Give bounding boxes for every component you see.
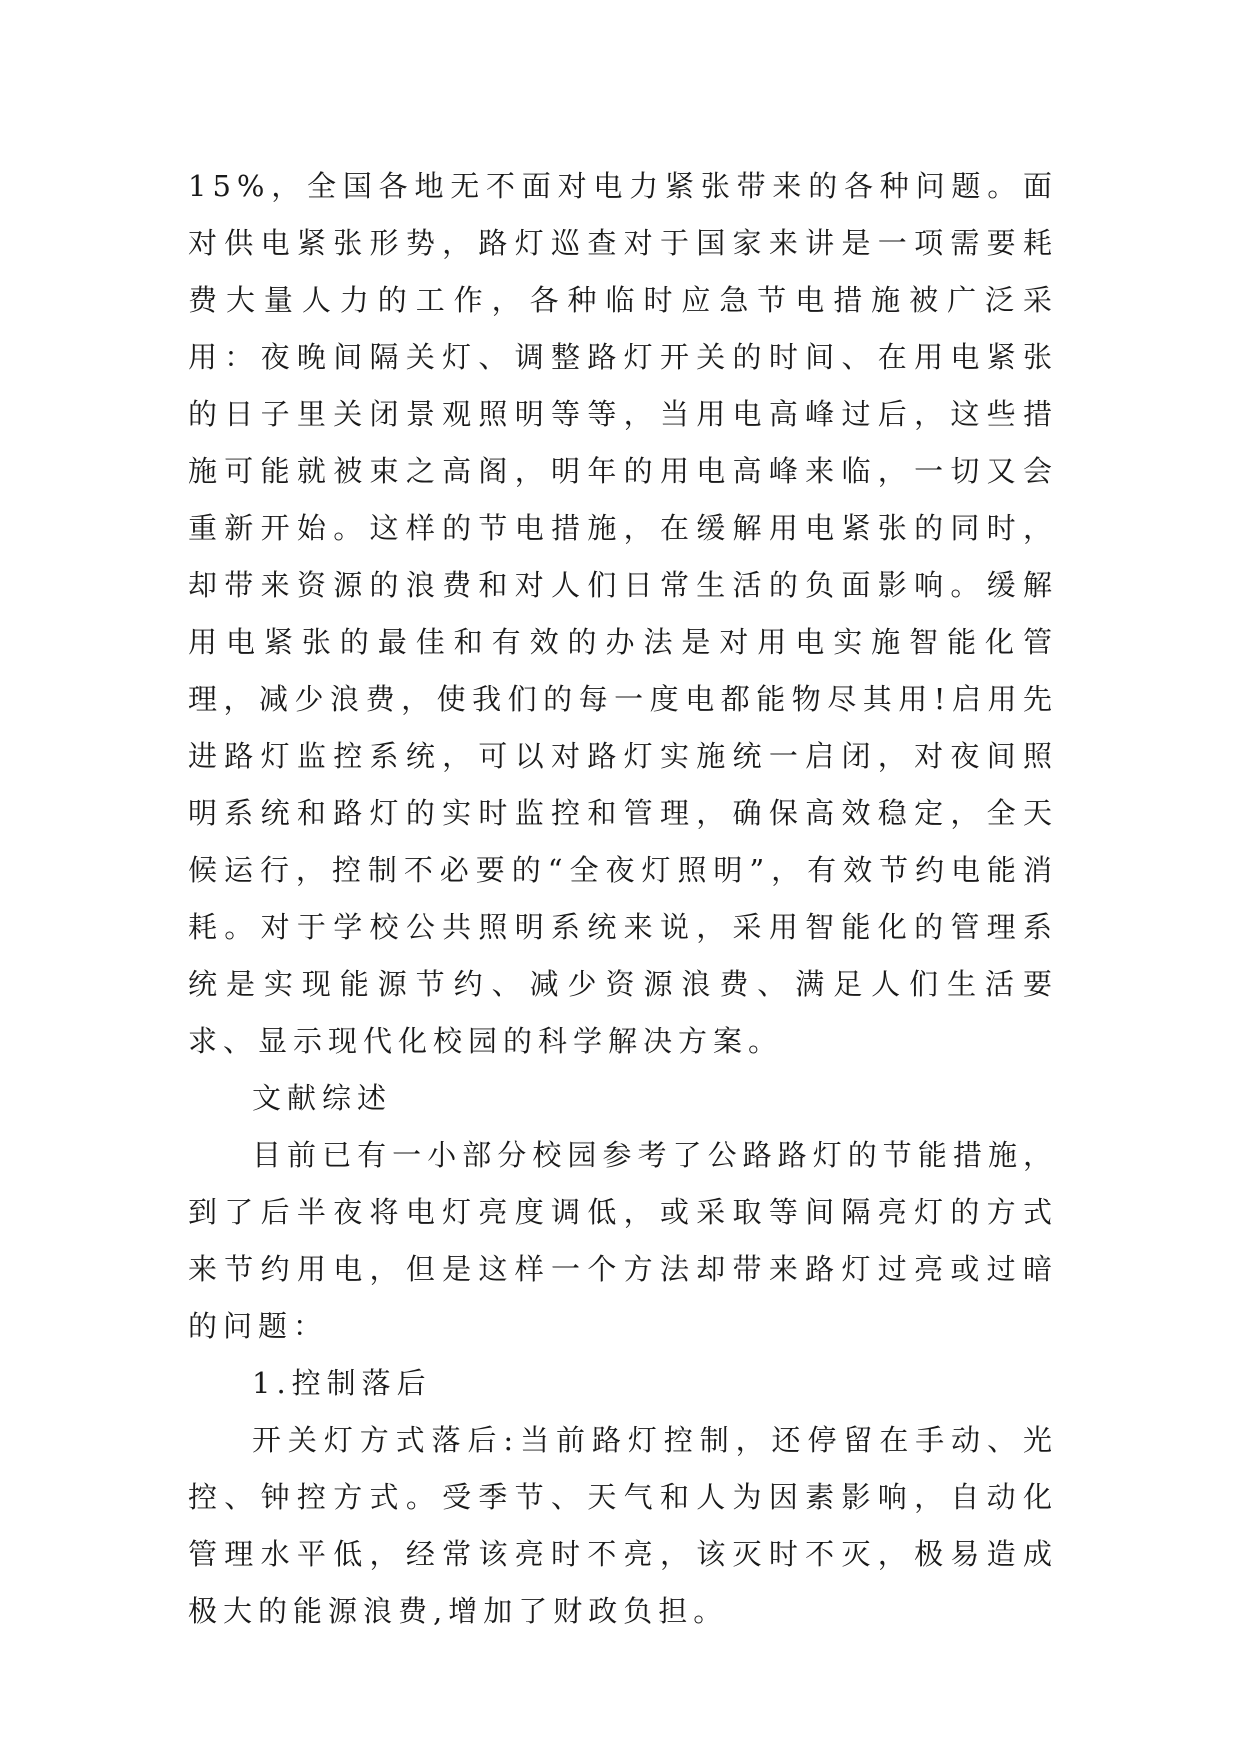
- section-heading-literature-review: 文献综述: [252, 1081, 393, 1115]
- paragraph-intro: 15%，全国各地无不面对电力紧张带来的各种问题。面对供电紧张形势，路灯巡查对于国家来讲是一项需要耗费大量人力的工作，各种临时应急节电措施被广泛采用：夜晚间隔关灯、调整路灯开关的时间、在用电紧张的日子里关闭景观照明等等，当用电高峰过后，这些措施可能就被束之高阁，明年的用电高峰来临，一切又会重新开始。这样的节电措施，在缓解用电紧张的同时，却带来资源的浪费和对人们日常生活的负面影响。缓解用电紧张的最佳和有效的办法是对用电实施智能化管理，减少浪费，使我们的每一度电都能物尽其用!启用先进路灯监控系统，可以对路灯实施统一启闭，对夜间照明系统和路灯的实时监控和管理，确保高效稳定，全天候运行，控制不必要的“全夜灯照明”，有效节约电能消耗。对于学校公共照明系统来说，采用智能化的管理系统是实现能源节约、减少资源浪费、满足人们生活要求、显示现代化校园的科学解决方案。: [188, 169, 1058, 1058]
- subheading-control-lag: 1.控制落后: [252, 1366, 432, 1400]
- paragraph-literature: 目前已有一小部分校园参考了公路路灯的节能措施，到了后半夜将电灯亮度调低，或采取等间隔亮灯的方式来节约用电，但是这样一个方法却带来路灯过亮或过暗的问题：: [188, 1138, 1058, 1343]
- paragraph-control-lag: 开关灯方式落后:当前路灯控制，还停留在手动、光控、钟控方式。受季节、天气和人为因素影响，自动化管理水平低，经常该亮时不亮，该灭时不灭，极易造成极大的能源浪费,增加了财政负担。: [188, 1423, 1058, 1628]
- document-body: [188, 158, 1058, 1640]
